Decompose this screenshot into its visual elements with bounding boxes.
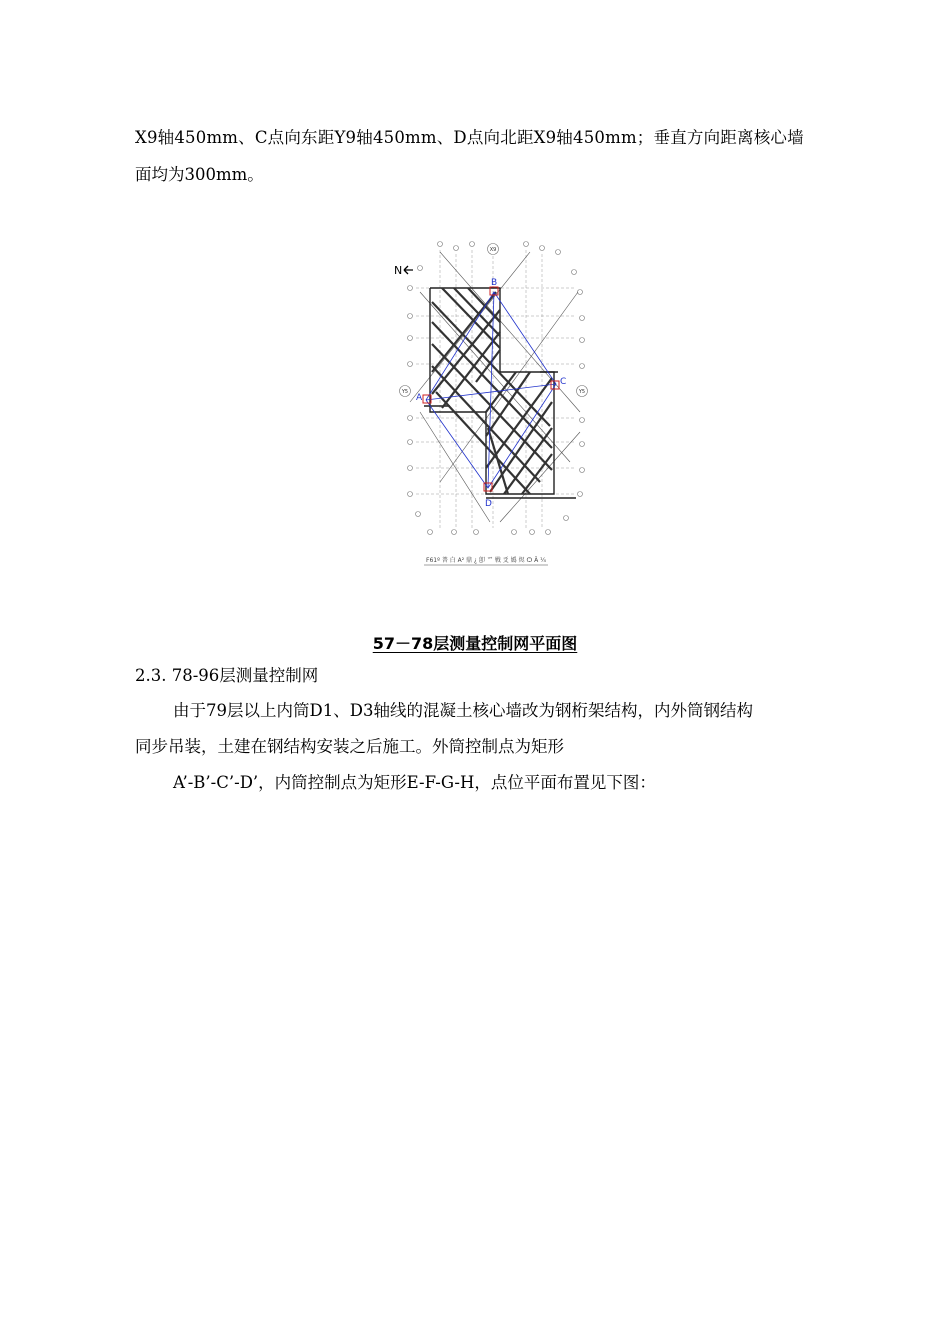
point-label-a: A bbox=[416, 393, 423, 403]
section-heading: 2.3. 78-96层测量控制网 bbox=[135, 666, 319, 685]
axis-label-y5-left: Y5 bbox=[401, 389, 409, 395]
point-label-d: D bbox=[485, 499, 492, 509]
point-label-b: B bbox=[491, 278, 498, 288]
paragraph-line: 同步吊装，土建在钢结构安装之后施工。外筒控制点为矩形 bbox=[135, 737, 564, 756]
figure-inner-caption: F61º 普 白 A² 鼎 ¿ 卽 爫 戦 爻 嬀 烬 Ѻ Ȁ ¼ bbox=[426, 557, 546, 564]
paragraph-line: X9轴450mm、C点向东距Y9轴450mm、D点向北距X9轴450mm；垂直方向距离核心墙 bbox=[135, 128, 804, 147]
paragraph-line: 面均为300mm。 bbox=[135, 165, 264, 184]
control-network-plan-figure bbox=[380, 232, 590, 572]
paragraph-line: 由于79层以上内筒D1、D3轴线的混凝土核心墙改为钢桁架结构，内外筒钢结构 bbox=[173, 701, 753, 720]
north-arrow-icon bbox=[404, 266, 413, 274]
paragraph-line: A’-B’-C’-D’，内筒控制点为矩形E-F-G-H，点位平面布置见下图： bbox=[173, 773, 656, 792]
axis-label-y5-right: Y5 bbox=[578, 389, 586, 395]
figure-caption bbox=[0, 631, 950, 654]
north-label: N bbox=[394, 264, 403, 277]
figure-caption-text: 57－78层测量控制网平面图 bbox=[372, 634, 578, 653]
point-label-c: C bbox=[560, 377, 567, 387]
axis-label-x9: X9 bbox=[489, 247, 497, 253]
